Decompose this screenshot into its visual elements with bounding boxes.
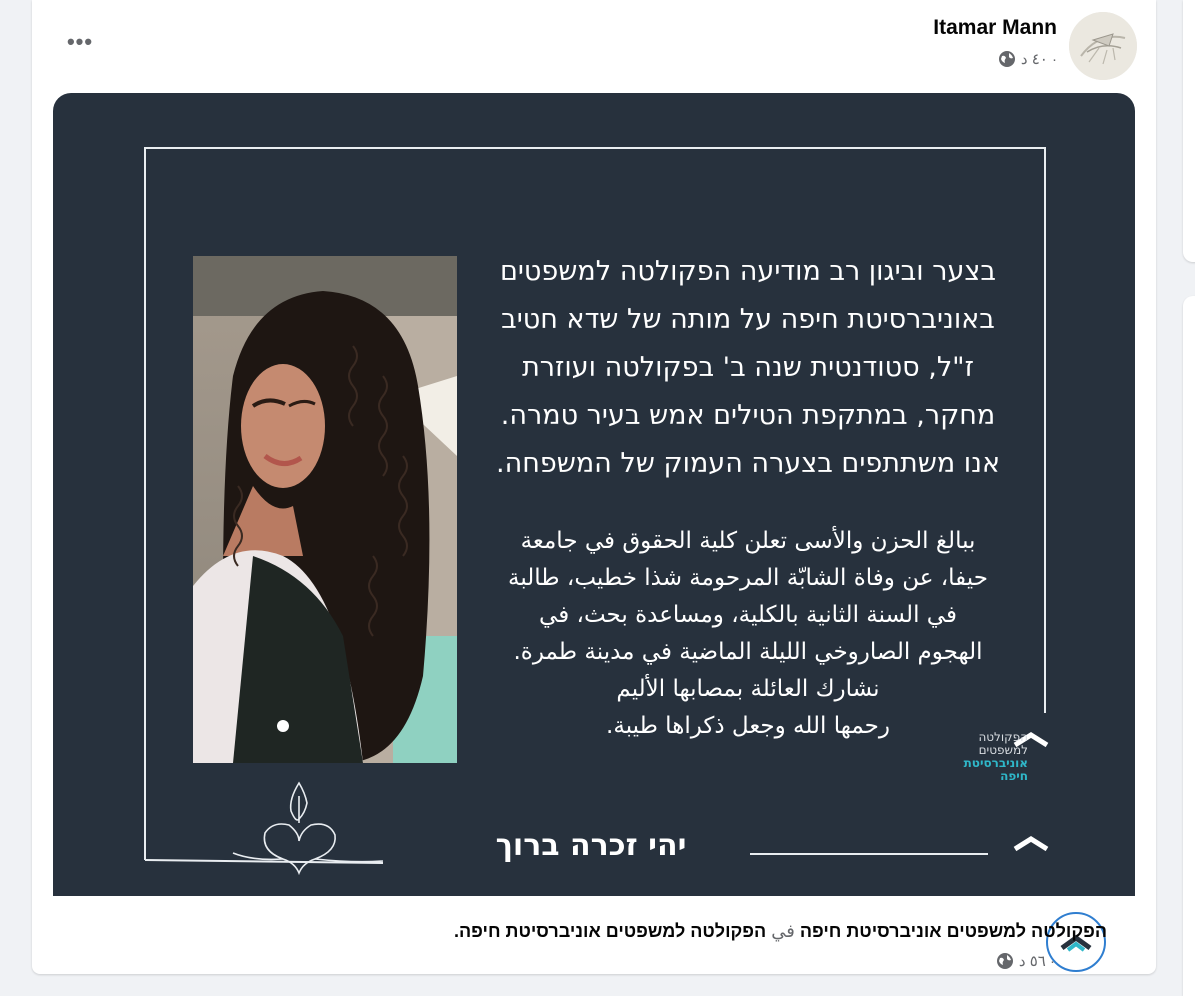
globe-icon xyxy=(996,952,1014,970)
shared-meta xyxy=(996,952,1055,970)
post-time[interactable]: ٤٠ د · xyxy=(1020,51,1057,68)
student-photo xyxy=(193,256,457,763)
hebrew-line: ז"ל, סטודנטית שנה ב' בפקולטה ועוזרת xyxy=(522,352,974,383)
sidebar-card xyxy=(1183,0,1195,262)
hebrew-announcement xyxy=(463,248,1033,488)
more-options-icon[interactable]: ••• xyxy=(66,29,94,54)
shared-from-line xyxy=(454,921,1107,942)
memorial-text: יהי זכרה ברוך xyxy=(495,828,687,863)
arabic-line: حيفا، عن وفاة الشابّة المرحومة شذا خطيب، طالبة xyxy=(508,565,988,591)
arabic-announcement xyxy=(458,523,1038,745)
hebrew-line: בצער וביגון רב מודיעה הפקולטה למשפטים xyxy=(499,256,997,287)
arabic-line: ببالغ الحزن والأسى تعلن كلية الحقوق في جامعة xyxy=(520,528,976,554)
arabic-line: نشارك العائلة بمصابها الأليم xyxy=(616,676,880,702)
post-image[interactable] xyxy=(53,93,1135,896)
hebrew-line: מחקר, במתקפת הטילים אמש בעיר טמרה. xyxy=(500,400,996,431)
faculty-logo xyxy=(948,731,1028,783)
arabic-line: رحمها الله وجعل ذكراها طيبة. xyxy=(606,713,890,739)
candle-icon xyxy=(233,783,383,873)
page-name-link[interactable]: הפקולטה למשפטים אוניברסיטת חיפה xyxy=(799,921,1107,941)
arabic-line: الهجوم الصاروخي الليلة الماضية في مدينة طمرة. xyxy=(513,639,983,665)
logo-line: למשפטים xyxy=(978,743,1028,757)
author-avatar[interactable] xyxy=(1069,12,1137,80)
hebrew-line: אנו משתתפים בצערה העמוק של המשפחה. xyxy=(495,448,1000,479)
shared-time[interactable]: ٥٦ د · xyxy=(1018,953,1055,970)
hebrew-line: באוניברסיטת חיפה על מותה של שדא חטיב xyxy=(501,304,995,335)
group-name-link[interactable]: הפקולטה למשפטים אוניברסיטת חיפה. xyxy=(453,921,767,941)
logo-line: חיפה xyxy=(1000,769,1028,783)
logo-line: אוניברסיטת xyxy=(963,756,1028,770)
globe-icon xyxy=(998,50,1016,68)
post-meta xyxy=(998,50,1057,68)
in-word: في xyxy=(771,921,795,941)
avatar-image xyxy=(1069,12,1137,80)
arabic-line: في السنة الثانية بالكلية، ومساعدة بحث، في xyxy=(539,602,957,628)
author-name[interactable]: Itamar Mann xyxy=(933,16,1057,39)
sidebar-card xyxy=(1183,296,1195,996)
logo-line: הפקולטה xyxy=(978,730,1028,744)
